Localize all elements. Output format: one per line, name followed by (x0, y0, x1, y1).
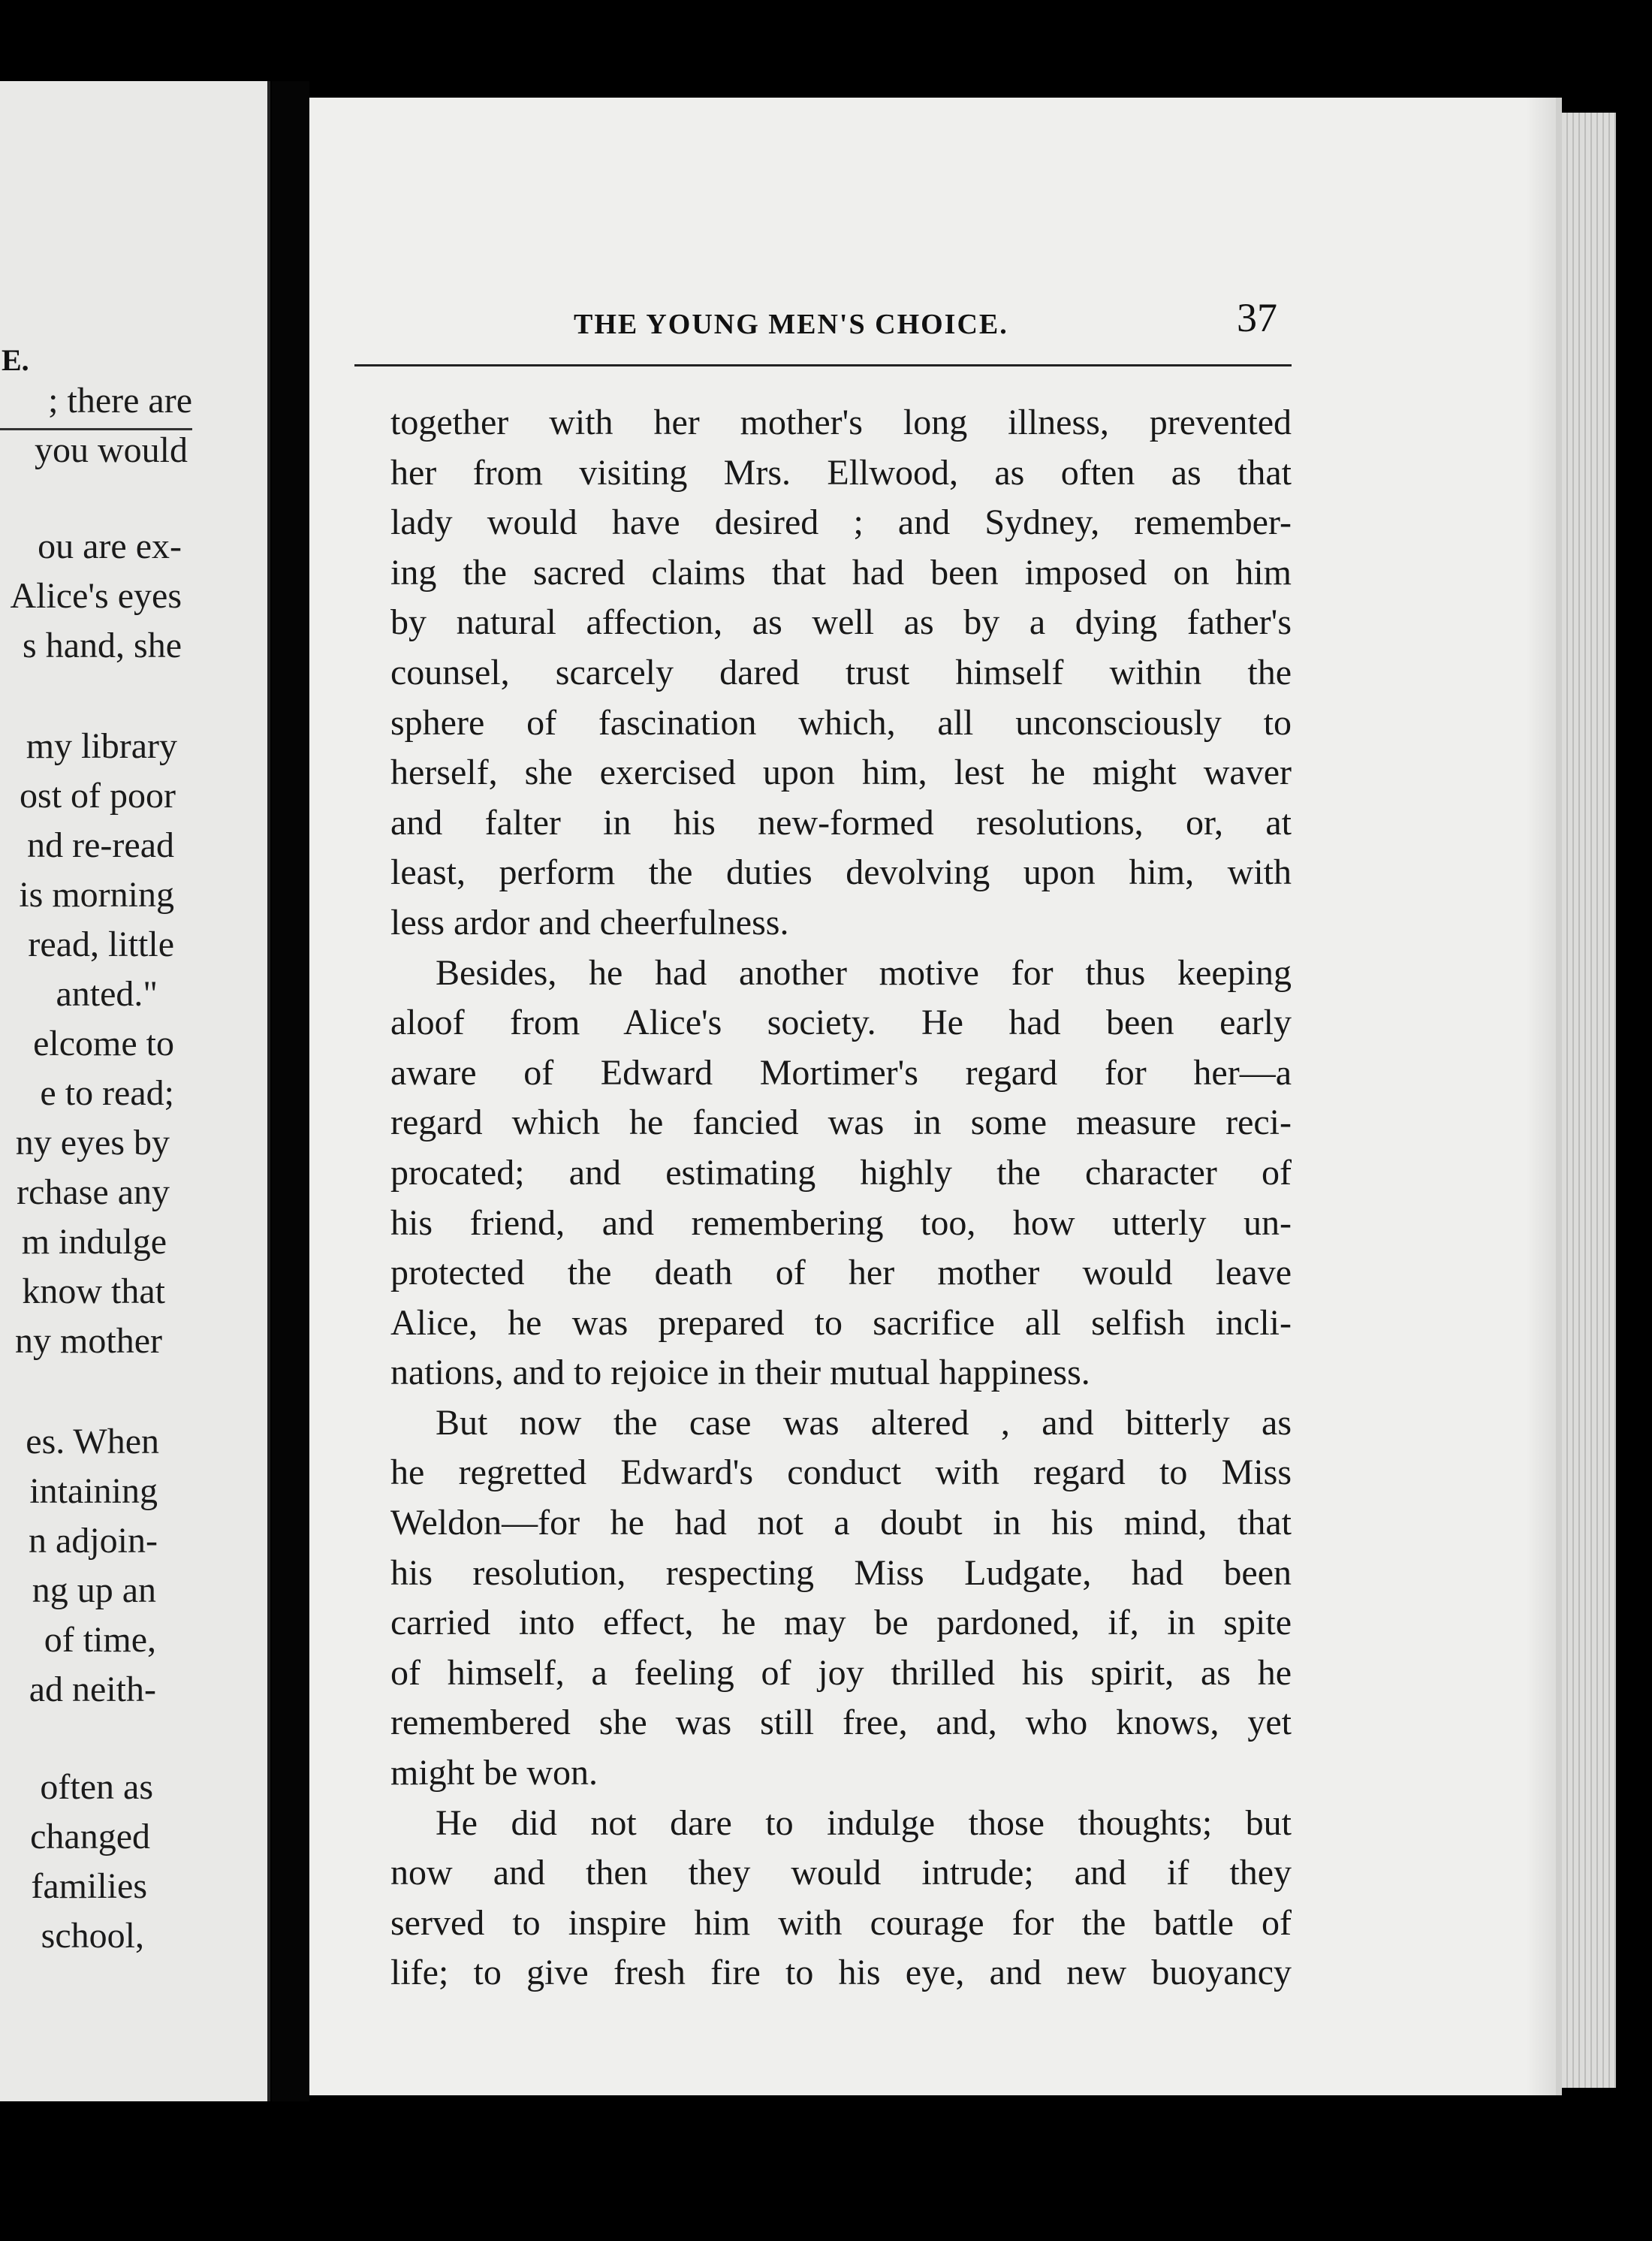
left-page-line: e to read; (40, 1073, 174, 1113)
text-line: aloof from Alice's society. He had been early (390, 1003, 1292, 1043)
text-line: her from visiting Mrs. Ellwood, as often as that (390, 452, 1292, 493)
left-page-line: ou are ex- (38, 526, 182, 566)
text-line: now and then they would intrude; and if they (390, 1853, 1292, 1893)
facing-page-left (0, 81, 270, 2101)
running-title: THE YOUNG MEN'S CHOICE. (574, 309, 1008, 340)
left-page-line: ost of poor (20, 776, 176, 816)
body-text (390, 398, 1292, 1998)
left-page-line: intaining (29, 1471, 158, 1511)
left-page-edge (267, 81, 270, 2101)
left-page-line: n adjoin- (29, 1521, 158, 1561)
text-line: Alice, he was prepared to sacrifice all selfish incli- (390, 1302, 1292, 1343)
text-line: But now the case was altered , and bitterly as (436, 1402, 1292, 1443)
book-page (309, 98, 1562, 2095)
left-page-line: know that (22, 1271, 165, 1311)
left-page-line: Alice's eyes (10, 576, 182, 616)
text-line: regard which he fancied was in some measure reci- (390, 1102, 1292, 1143)
page-edge-shade (1526, 98, 1556, 2095)
text-line: herself, she exercised upon him, lest he might waver (390, 753, 1292, 793)
text-line: of himself, a feeling of joy thrilled his spirit, as he (390, 1652, 1292, 1693)
left-page-line: anted." (56, 974, 158, 1014)
left-page-line: ny mother (15, 1321, 162, 1361)
text-line: nations, and to rejoice in their mutual happiness. (390, 1353, 1090, 1393)
text-line: ing the sacred claims that had been imposed on him (390, 552, 1292, 593)
text-line: Weldon—for he had not a doubt in his mind, that (390, 1503, 1292, 1543)
text-line: might be won. (390, 1753, 598, 1793)
left-page-header-fragment: E. (2, 343, 29, 377)
left-page-line: nd re-read (27, 825, 174, 865)
text-line: he regretted Edward's conduct with regard to Miss (390, 1452, 1292, 1493)
left-page-line: ad neith- (29, 1669, 156, 1709)
text-line: aware of Edward Mortimer's regard for her—a (390, 1052, 1292, 1093)
text-line: together with her mother's long illness, prevented (390, 403, 1292, 442)
left-page-line: school, (41, 1916, 144, 1956)
left-page-line: changed (30, 1817, 150, 1856)
text-line: He did not dare to indulge those thoughts; but (436, 1802, 1292, 1843)
text-line: remembered she was still free, and, who knows, yet (390, 1703, 1292, 1743)
text-line: protected the death of her mother would leave (390, 1253, 1292, 1293)
text-line: his friend, and remembering too, how utterly un- (390, 1202, 1292, 1243)
left-page-line: read, little (28, 924, 174, 964)
left-page-line: ; there are (48, 381, 192, 421)
left-page-line: elcome to (33, 1024, 174, 1063)
left-page-line: is morning (19, 875, 174, 915)
text-line: carried into effect, he may be pardoned, if, in spite (390, 1603, 1292, 1643)
text-line: lady would have desired ; and Sydney, remember- (390, 502, 1292, 543)
left-page-line: you would (35, 430, 188, 470)
text-line: counsel, scarcely dared trust himself within the (390, 652, 1292, 692)
text-line: life; to give fresh fire to his eye, and new buoyancy (390, 1953, 1292, 1993)
left-page-line: es. When (26, 1422, 159, 1461)
text-line: by natural affection, as well as by a dying father's (390, 602, 1292, 643)
left-page-line: s hand, she (23, 626, 182, 665)
text-line: least, perform the duties devolving upon him, with (390, 852, 1292, 893)
text-line: procated; and estimating highly the character of (390, 1152, 1292, 1193)
left-page-line: families (31, 1866, 147, 1906)
text-line: and falter in his new-formed resolutions, or, at (390, 802, 1292, 843)
left-page-line: rchase any (17, 1172, 170, 1212)
book-gutter (272, 81, 309, 2101)
left-page-line: ng up an (32, 1570, 156, 1610)
left-page-line: often as (40, 1767, 153, 1807)
text-line: less ardor and cheerfulness. (390, 902, 789, 943)
left-page-line: m indulge (21, 1222, 167, 1262)
page-number: 37 (1237, 295, 1277, 340)
text-line: served to inspire him with courage for the battle of (390, 1902, 1292, 1943)
page-stack-edge (1556, 113, 1616, 2088)
left-page-line: my library (26, 726, 177, 766)
text-line: sphere of fascination which, all unconsciously to (390, 702, 1292, 743)
text-line: Besides, he had another motive for thus keeping (436, 952, 1292, 993)
left-page-line: ny eyes by (15, 1123, 170, 1163)
left-page-line: of time, (44, 1620, 156, 1660)
text-line: his resolution, respecting Miss Ludgate, had been (390, 1552, 1292, 1593)
header-rule (354, 364, 1292, 366)
